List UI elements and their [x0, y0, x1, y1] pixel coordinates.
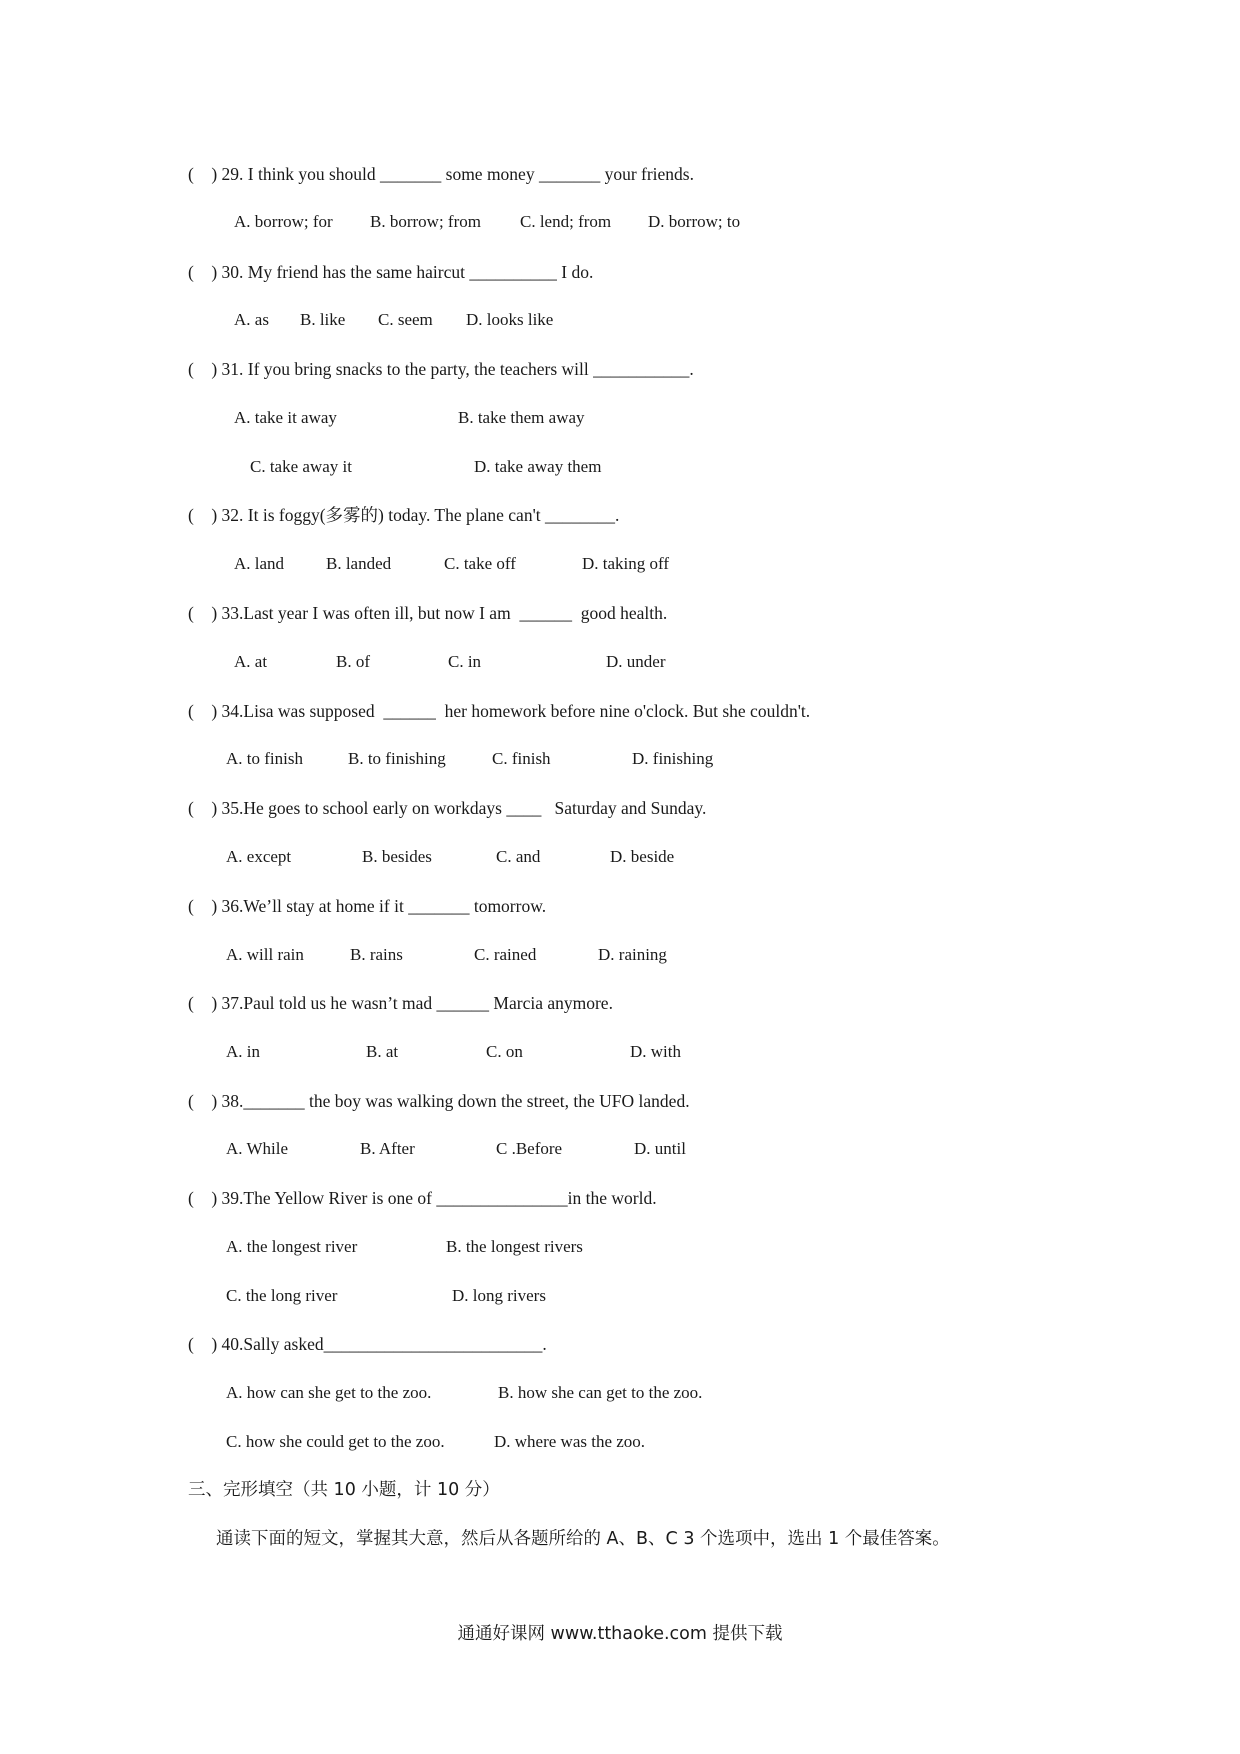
option-36-d: D. raining [598, 945, 667, 964]
question-30: ( ) 30. My friend has the same haircut __________ I do. [188, 262, 594, 282]
page-footer: 通通好课网 www.tthaoke.com 提供下载 [457, 1624, 783, 1644]
option-35-d: D. beside [610, 847, 675, 866]
option-39-c: C. the long river [226, 1286, 338, 1305]
option-33-d: D. under [606, 652, 666, 671]
question-36: ( ) 36.We’ll stay at home if it _______ tomorrow. [188, 896, 547, 916]
option-37-c: C. on [486, 1042, 523, 1061]
option-32-c: C. take off [444, 554, 516, 573]
option-31-c: C. take away it [250, 457, 352, 476]
option-29-d: D. borrow; to [648, 212, 741, 231]
question-33: ( ) 33.Last year I was often ill, but now I am ______ good health. [188, 603, 668, 623]
question-39: ( ) 39.The Yellow River is one of _______________in the world. [188, 1188, 657, 1208]
question-37: ( ) 37.Paul told us he wasn’t mad ______ Marcia anymore. [188, 993, 613, 1013]
option-37-d: D. with [630, 1042, 681, 1061]
option-38-d: D. until [634, 1139, 686, 1158]
option-29-b: B. borrow; from [370, 212, 481, 231]
option-30-b: B. like [300, 310, 346, 329]
option-30-c: C. seem [378, 310, 433, 329]
option-38-a: A. While [226, 1139, 289, 1158]
option-32-d: D. taking off [582, 554, 670, 573]
section-instruction: 通读下面的短文，掌握其大意，然后从各题所给的 A、B、C 3 个选项中，选出 1 个最佳答案。 [216, 1529, 950, 1549]
option-32-a: A. land [234, 554, 285, 573]
option-33-b: B. of [336, 652, 370, 671]
option-38-b: B. After [360, 1139, 415, 1158]
question-40: ( ) 40.Sally asked_________________________. [188, 1334, 547, 1354]
option-35-a: A. except [226, 847, 292, 866]
option-38-c: C .Before [496, 1139, 563, 1158]
section-heading: 三、完形填空（共 10 小题，计 10 分） [188, 1480, 500, 1500]
option-30-d: D. looks like [466, 310, 554, 329]
option-29-a: A. borrow; for [234, 212, 333, 231]
option-33-a: A. at [234, 652, 268, 671]
option-36-a: A. will rain [226, 945, 304, 964]
option-39-d: D. long rivers [452, 1286, 546, 1305]
option-40-b: B. how she can get to the zoo. [498, 1383, 703, 1402]
option-40-d: D. where was the zoo. [494, 1432, 646, 1451]
option-35-b: B. besides [362, 847, 432, 866]
question-29: ( ) 29. I think you should _______ some money _______ your friends. [188, 164, 694, 184]
question-32: ( ) 32. It is foggy(多雾的) today. The plane can't ________. [188, 505, 620, 525]
question-31: ( ) 31. If you bring snacks to the party, the teachers will ___________. [188, 359, 694, 379]
option-40-a: A. how can she get to the zoo. [226, 1383, 432, 1402]
option-36-c: C. rained [474, 945, 537, 964]
question-38: ( ) 38._______ the boy was walking down the street, the UFO landed. [188, 1091, 690, 1111]
option-34-d: D. finishing [632, 749, 714, 768]
option-37-b: B. at [366, 1042, 399, 1061]
option-35-c: C. and [496, 847, 541, 866]
option-40-c: C. how she could get to the zoo. [226, 1432, 445, 1451]
option-31-b: B. take them away [458, 408, 585, 427]
option-30-a: A. as [234, 310, 269, 329]
option-39-b: B. the longest rivers [446, 1237, 583, 1256]
option-39-a: A. the longest river [226, 1237, 358, 1256]
question-34: ( ) 34.Lisa was supposed ______ her homework before nine o'clock. But she couldn't. [188, 701, 811, 721]
option-34-c: C. finish [492, 749, 551, 768]
option-31-a: A. take it away [234, 408, 337, 427]
option-37-a: A. in [226, 1042, 260, 1061]
option-36-b: B. rains [350, 945, 403, 964]
option-33-c: C. in [448, 652, 482, 671]
question-35: ( ) 35.He goes to school early on workdays ____ Saturday and Sunday. [188, 798, 707, 818]
option-34-b: B. to finishing [348, 749, 446, 768]
option-32-b: B. landed [326, 554, 392, 573]
option-34-a: A. to finish [226, 749, 303, 768]
option-31-d: D. take away them [474, 457, 602, 476]
option-29-c: C. lend; from [520, 212, 612, 231]
